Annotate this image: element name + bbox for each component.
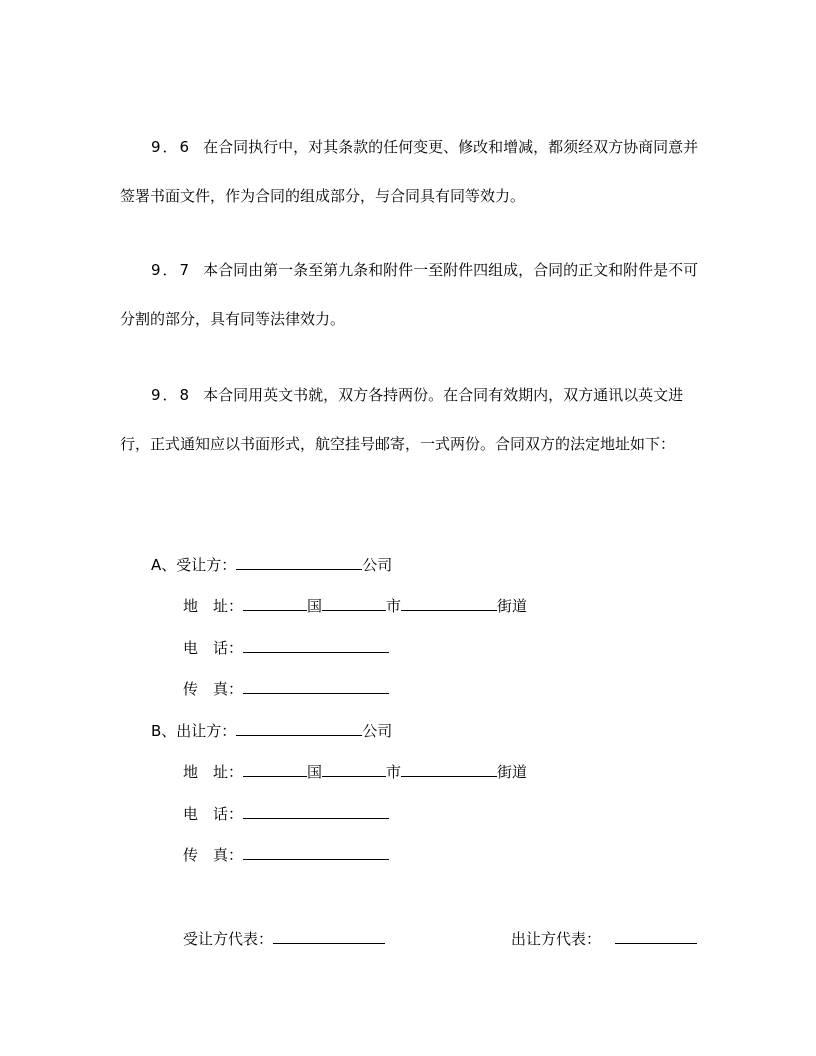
clause-text: 本合同用英文书就，双方各持两份。在合同有效期内，双方通讯以英文进行，正式通知应以书面形式，航空挂号邮寄，一式两份。合同双方的法定地址如下：: [120, 386, 684, 453]
phone-blank[interactable]: [243, 801, 389, 819]
clause-number: 9．6: [151, 138, 192, 156]
clause-number: 9．8: [151, 386, 192, 404]
transferee-rep-blank[interactable]: [273, 926, 385, 944]
transferee-rep-label: 受让方代表：: [183, 930, 274, 948]
address-label: 地 址：: [183, 763, 244, 781]
clause-text: 在合同执行中，对其条款的任何变更、修改和增减，都须经双方协商同意并签署书面文件，作为合同的组成部分，与合同具有同等效力。: [120, 138, 699, 205]
party-a-company-blank[interactable]: [236, 552, 362, 570]
city-blank[interactable]: [322, 759, 386, 777]
company-suffix: 公司: [362, 722, 393, 740]
transferor-rep-row: [511, 926, 697, 948]
country-suffix: 国: [307, 597, 323, 615]
street-blank[interactable]: [401, 593, 497, 611]
company-suffix: 公司: [362, 556, 393, 574]
party-b-phone-row: [183, 801, 389, 823]
fax-blank[interactable]: [243, 842, 389, 860]
party-a-label: A、受让方：: [151, 556, 237, 574]
phone-label: 电 话：: [183, 639, 244, 657]
party-a-company-row: [151, 552, 392, 574]
party-b-company-blank[interactable]: [236, 718, 362, 736]
street-suffix: 街道: [497, 763, 528, 781]
clause-9-8: [120, 371, 700, 469]
address-label: 地 址：: [183, 597, 244, 615]
street-blank[interactable]: [401, 759, 497, 777]
party-a-fax-row: [183, 676, 389, 698]
city-blank[interactable]: [322, 593, 386, 611]
city-suffix: 市: [386, 763, 402, 781]
transferor-rep-label: 出让方代表：: [511, 930, 602, 948]
party-b-label: B、出让方：: [151, 722, 237, 740]
transferee-rep-row: [183, 926, 385, 948]
party-a-address-row: [183, 593, 527, 615]
fax-blank[interactable]: [243, 676, 389, 694]
country-suffix: 国: [307, 763, 323, 781]
phone-blank[interactable]: [243, 635, 389, 653]
party-a-phone-row: [183, 635, 389, 657]
clause-9-7: [120, 246, 700, 344]
street-suffix: 街道: [497, 597, 528, 615]
clause-9-6: [120, 123, 700, 221]
party-b-address-row: [183, 759, 527, 781]
party-b-fax-row: [183, 842, 389, 864]
fax-label: 传 真：: [183, 846, 244, 864]
country-blank[interactable]: [243, 759, 307, 777]
city-suffix: 市: [386, 597, 402, 615]
clause-text: 本合同由第一条至第九条和附件一至附件四组成，合同的正文和附件是不可分割的部分，具有同等法律效力。: [120, 261, 699, 328]
fax-label: 传 真：: [183, 680, 244, 698]
country-blank[interactable]: [243, 593, 307, 611]
transferor-rep-blank[interactable]: [615, 926, 697, 944]
phone-label: 电 话：: [183, 805, 244, 823]
clause-number: 9．7: [151, 261, 192, 279]
party-b-company-row: [151, 718, 392, 740]
